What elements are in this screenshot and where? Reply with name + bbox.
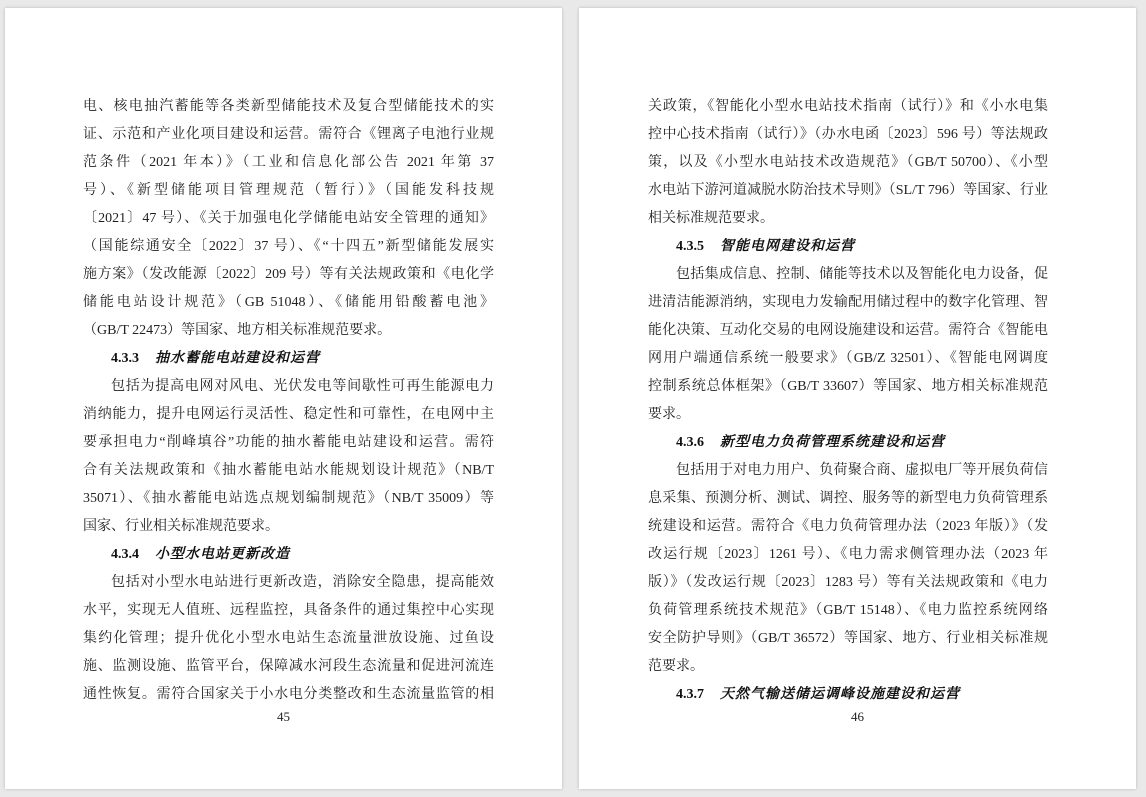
- section-heading: [648, 233, 1048, 261]
- text-line: 负荷管理系统技术规范》（GB/T 15148）、《电力监控系统网络: [648, 603, 1048, 618]
- document-page-46: [579, 8, 1136, 789]
- text-line: 关政策，《智能化小型水电站技术指南（试行）》和《小水电集: [648, 99, 1048, 114]
- section-heading: [83, 345, 494, 373]
- section-number: 4.3.6: [676, 435, 704, 450]
- text-line: 通性恢复。需符合国家关于小水电分类整改和生态流量监管的相: [83, 687, 494, 702]
- text-line: 水电站下游河道减脱水防治技术导则》（SL/T 796）等国家、行业: [648, 183, 1048, 198]
- text-line: 包括用于对电力用户、负荷聚合商、虚拟电厂等开展负荷信: [676, 463, 1048, 478]
- text-line: 35071）、《抽水蓄能电站选点规划编制规范》（NB/T 35009）等: [83, 491, 494, 506]
- page-number: 45: [277, 709, 290, 724]
- text-line: 息采集、预测分析、测试、调控、服务等的新型电力负荷管理系: [648, 491, 1048, 506]
- page-text-content: [648, 93, 1048, 709]
- text-line: 包括对小型水电站进行更新改造，消除安全隐患，提高能效: [111, 575, 494, 590]
- section-heading: [83, 541, 494, 569]
- section-title: 天然气输送储运调峰设施建设和运营: [720, 687, 960, 702]
- text-line: 合有关法规政策和《抽水蓄能电站水能规划设计规范》（NB/T: [83, 463, 494, 478]
- section-number: 4.3.5: [676, 239, 704, 254]
- text-line: 证、示范和产业化项目建设和运营。需符合《锂离子电池行业规: [83, 127, 494, 142]
- section-heading: [648, 681, 1048, 709]
- text-line: 要承担电力“削峰填谷”功能的抽水蓄能电站建设和运营。需符: [83, 435, 494, 450]
- text-line: 相关标准规范要求。: [648, 211, 774, 226]
- text-line: 消纳能力，提升电网运行灵活性、稳定性和可靠性，在电网中主: [83, 407, 494, 422]
- text-line: 〔2021〕47 号）、《关于加强电化学储能电站安全管理的通知》: [83, 211, 494, 226]
- section-number: 4.3.7: [676, 687, 704, 702]
- page-number: 46: [851, 709, 864, 724]
- text-line: 范要求。: [648, 659, 704, 674]
- section-title: 智能电网建设和运营: [720, 239, 855, 254]
- text-line: 电、核电抽汽蓄能等各类新型储能技术及复合型储能技术的实: [83, 99, 494, 114]
- text-line: 统建设和运营。需符合《电力负荷管理办法（2023 年版）》（发: [648, 519, 1048, 534]
- text-line: 改运行规〔2023〕1261 号）、《电力需求侧管理办法（2023 年: [648, 547, 1048, 562]
- text-line: 进清洁能源消纳，实现电力发输配用储过程中的数字化管理、智: [648, 295, 1048, 310]
- section-number: 4.3.4: [111, 547, 139, 562]
- text-line: 施、监测设施、监管平台，保障减水河段生态流量和促进河流连: [83, 659, 494, 674]
- text-line: （GB/T 22473）等国家、地方相关标准规范要求。: [83, 323, 392, 338]
- section-title: 抽水蓄能电站建设和运营: [155, 351, 320, 366]
- text-line: 号）、《新型储能项目管理规范（暂行）》（国能发科技规: [83, 183, 494, 198]
- section-heading: [648, 429, 1048, 457]
- text-line: 网用户端通信系统一般要求》（GB/Z 32501）、《智能电网调度: [648, 351, 1048, 366]
- text-line: 水平，实现无人值班、远程监控，具备条件的通过集控中心实现: [83, 603, 494, 618]
- text-line: （国能综通安全〔2022〕37 号）、《“十四五”新型储能发展实: [83, 239, 494, 254]
- text-line: 国家、行业相关标准规范要求。: [83, 519, 279, 534]
- text-line: 能化决策、互动化交易的电网设施建设和运营。需符合《智能电: [648, 323, 1048, 338]
- text-line: 控制系统总体框架》（GB/T 33607）等国家、地方相关标准规范: [648, 379, 1048, 394]
- text-line: 范条件（2021 年本）》（工业和信息化部公告 2021 年第 37: [83, 155, 494, 170]
- text-line: 版）》（发改运行规〔2023〕1283 号）等有关法规政策和《电力: [648, 575, 1048, 590]
- text-line: 要求。: [648, 407, 690, 422]
- text-line: 施方案》（发改能源〔2022〕209 号）等有关法规政策和《电化学: [83, 267, 494, 282]
- page-text-content: [83, 93, 494, 709]
- text-line: 集约化管理；提升优化小型水电站生态流量泄放设施、过鱼设: [83, 631, 494, 646]
- text-line: 安全防护导则》（GB/T 36572）等国家、地方、行业相关标准规: [648, 631, 1048, 646]
- document-page-45: [5, 8, 562, 789]
- text-line: 包括为提高电网对风电、光伏发电等间歇性可再生能源电力: [111, 379, 494, 394]
- section-title: 新型电力负荷管理系统建设和运营: [720, 435, 945, 450]
- text-line: 策，以及《小型水电站技术改造规范》（GB/T 50700）、《小型: [648, 155, 1048, 170]
- text-line: 储能电站设计规范》（GB 51048）、《储能用铅酸蓄电池》: [83, 295, 494, 310]
- section-title: 小型水电站更新改造: [155, 547, 290, 562]
- section-number: 4.3.3: [111, 351, 139, 366]
- text-line: 控中心技术指南（试行）》（办水电函〔2023〕596 号）等法规政: [648, 127, 1048, 142]
- text-line: 包括集成信息、控制、储能等技术以及智能化电力设备，促: [676, 267, 1048, 282]
